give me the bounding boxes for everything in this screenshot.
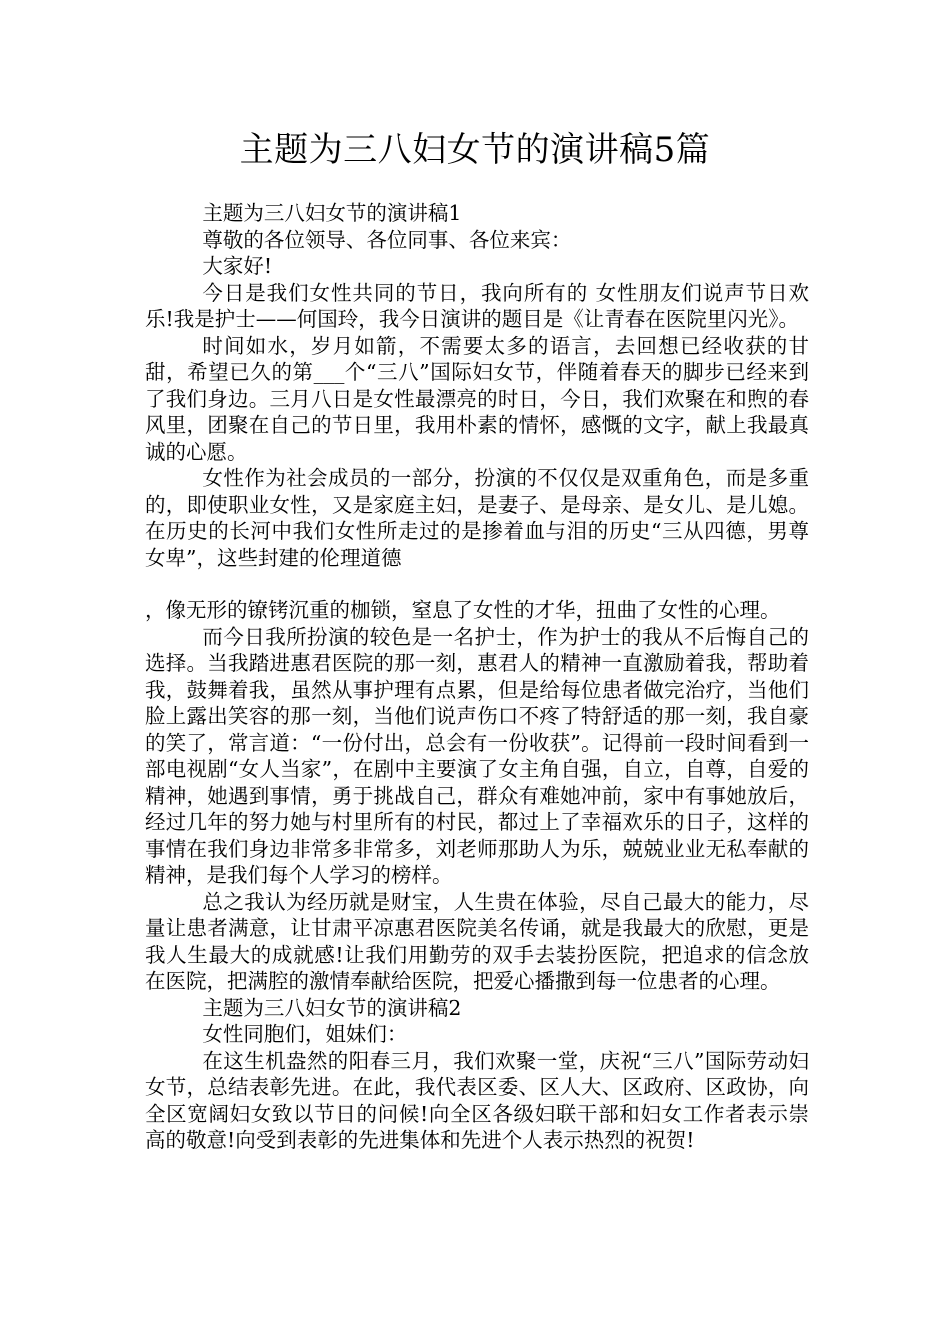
salutation: 尊敬的各位领导、各位同事、各位来宾： [202, 227, 572, 252]
paragraph-conclusion: 总之我认为经历就是财宝，人生贵在体验，尽自己最大的能力，尽量让患者满意，让甘肃平凉惠君医院美名传诵，就是我最大的欣慰，更是我人生最大的成就感!让我们用勤劳的双手去装扮医院，把追求的信念放在医院，把满腔的激情奉献给医院，把爱心播撒到每一位患者的心理。 [145, 889, 809, 993]
speech-1-heading: 主题为三八妇女节的演讲稿1 [202, 201, 462, 225]
paragraph-intro: 今日是我们女性共同的节日，我向所有的 女性朋友们说声节日欢乐!我是护士——何国玲，我今日演讲的题目是《让青春在医院里闪光》。 [145, 280, 809, 331]
speech-2-salutation: 女性同胞们，姐妹们： [202, 1022, 408, 1046]
paragraph-continuation: ，像无形的镣铐沉重的枷锁，窒息了女性的才华，扭曲了女性的心理。 [145, 598, 781, 622]
page-break-gap [145, 571, 809, 597]
speech-2-opening: 在这生机盎然的阳春三月，我们欢聚一堂，庆祝“三八”国际劳动妇女节，总结表彰先进。在此，我代表区委、区人大、区政府、区政协，向全区宽阔妇女致以节日的问候!向全区各级妇联干部和妇女工作者表示崇高的敬意!向受到表彰的先进集体和先进个人表示热烈的祝贺! [145, 1048, 809, 1152]
speech-2-heading: 主题为三八妇女节的演讲稿2 [202, 995, 462, 1020]
document-body [145, 200, 809, 1154]
paragraph-time: 时间如水，岁月如箭，不需要太多的语言，去回想已经收获的甘甜，希望已久的第___个“三八”国际妇女节，伴随着春天的脚步已经来到了我们身边。三月八日是女性最漂亮的时日，今日，我们欢聚在和煦的春风里，团聚在自己的节日里，我用朴素的情怀，感慨的文字，献上我最真诚的心愿。 [145, 333, 809, 464]
document-title: 主题为三八妇女节的演讲稿5篇 [239, 130, 711, 170]
paragraph-nurse: 而今日我所扮演的较色是一名护士，作为护士的我从不后悔自己的选择。当我踏进惠君医院的那一刻，惠君人的精神一直激励着我，帮助着我，鼓舞着我，虽然从事护理有点累，但是给每位患者做完治疗，当他们脸上露出笑容的那一刻，当他们说声伤口不疼了特舒适的那一刻，我自豪的笑了，常言道：“一份付出，总会有一份收获”。记得前一段时间看到一部电视剧“女人当家”，在剧中主要演了女主角自强，自立，自尊，自爱的精神，她遇到事情，勇于挑战自己，群众有难她冲前，家中有事她放后，经过几年的努力她与村里所有的村民，都过上了幸福欢乐的日子，这样的事情在我们身边非常多非常多，刘老师那助人为乐，兢兢业业无私奉献的精神，是我们每个人学习的榜样。 [145, 624, 809, 887]
greeting: 大家好! [202, 254, 273, 278]
paragraph-women-roles: 女性作为社会成员的一部分，扮演的不仅仅是双重角色，而是多重的，即使职业女性，又是家庭主妇，是妻子、是母亲、是女儿、是儿媳。在历史的长河中我们女性所走过的是掺着血与泪的历史“三从四德，男尊女卑”，这些封建的伦理道德 [145, 466, 809, 570]
